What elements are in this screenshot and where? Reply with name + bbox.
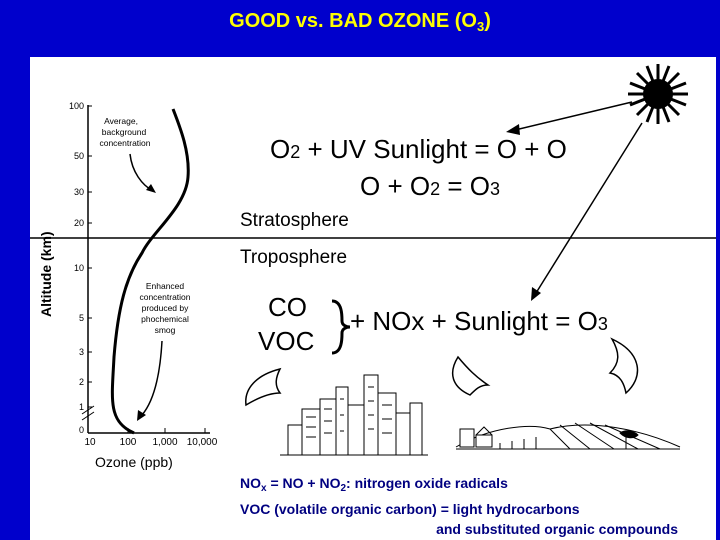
- co-label: CO: [268, 292, 307, 322]
- x-axis-label: Ozone (ppb): [95, 454, 173, 470]
- troposphere-label: Troposphere: [240, 247, 348, 268]
- y-axis-label: Altitude (km): [38, 231, 54, 317]
- callout-arrow: [130, 154, 153, 191]
- legend-line-voc-cont: and substituted organic compounds: [436, 521, 678, 537]
- stratosphere-label: Stratosphere: [240, 210, 349, 231]
- callout-enhanced: smog: [154, 325, 176, 335]
- voc-label: VOC: [258, 326, 315, 356]
- y-tick-label: 50: [73, 151, 84, 161]
- x-tick-label: 10,000: [186, 437, 218, 448]
- y-tick-label: 5: [78, 313, 84, 323]
- y-tick-label: 100: [68, 101, 84, 111]
- reaction-troposphere: + NOx + Sunlight = O3: [350, 306, 608, 336]
- sunlight-arrow: [506, 102, 632, 135]
- curved-arrow: [610, 339, 638, 393]
- curved-arrow: [246, 369, 280, 405]
- slide-title: GOOD vs. BAD OZONE $(O_3)$: [229, 10, 491, 34]
- y-tick-label: 10: [73, 263, 84, 273]
- callout-enhanced: phochemical: [141, 314, 189, 324]
- legend-line-nox: $NO_x$ = NO + $NO_2$: nitrogen oxide radicals: [240, 475, 508, 494]
- callout-average: Average,: [104, 116, 138, 126]
- callout-enhanced: concentration: [139, 292, 191, 302]
- sun-icon: [628, 64, 688, 124]
- reaction-stratosphere-2: O + O2 = O3: [360, 171, 500, 201]
- ozone-profile-graph: [38, 101, 218, 470]
- ozone-profile-curve: [112, 109, 191, 433]
- curved-arrow: [453, 357, 488, 395]
- city-skyline-illustration: [280, 375, 428, 455]
- callout-arrow: [142, 341, 162, 415]
- y-tick-label: 30: [73, 187, 84, 197]
- y-tick-label: 3: [78, 347, 84, 357]
- diagram-panel: [30, 57, 716, 540]
- callout-average: concentration: [99, 138, 151, 148]
- callout-average: background: [101, 127, 147, 137]
- x-tick-label: 1,000: [152, 437, 178, 448]
- x-tick-label: 10: [84, 437, 96, 448]
- y-tick-label: 0: [78, 425, 84, 435]
- y-tick-label: 2: [78, 377, 84, 387]
- definitions-legend: [240, 473, 680, 539]
- legend-line-voc: VOC (volatile organic carbon) = light hydrocarbons: [240, 501, 580, 517]
- brace: [332, 301, 350, 353]
- callout-enhanced: produced by: [141, 303, 189, 313]
- y-tick-label: 1: [78, 402, 84, 412]
- farm-illustration: [456, 423, 680, 449]
- x-tick-label: 100: [119, 437, 137, 448]
- reaction-stratosphere-1: O2 + UV Sunlight = O + O: [270, 134, 567, 164]
- y-tick-label: 20: [73, 218, 84, 228]
- callout-enhanced: Enhanced: [145, 281, 185, 291]
